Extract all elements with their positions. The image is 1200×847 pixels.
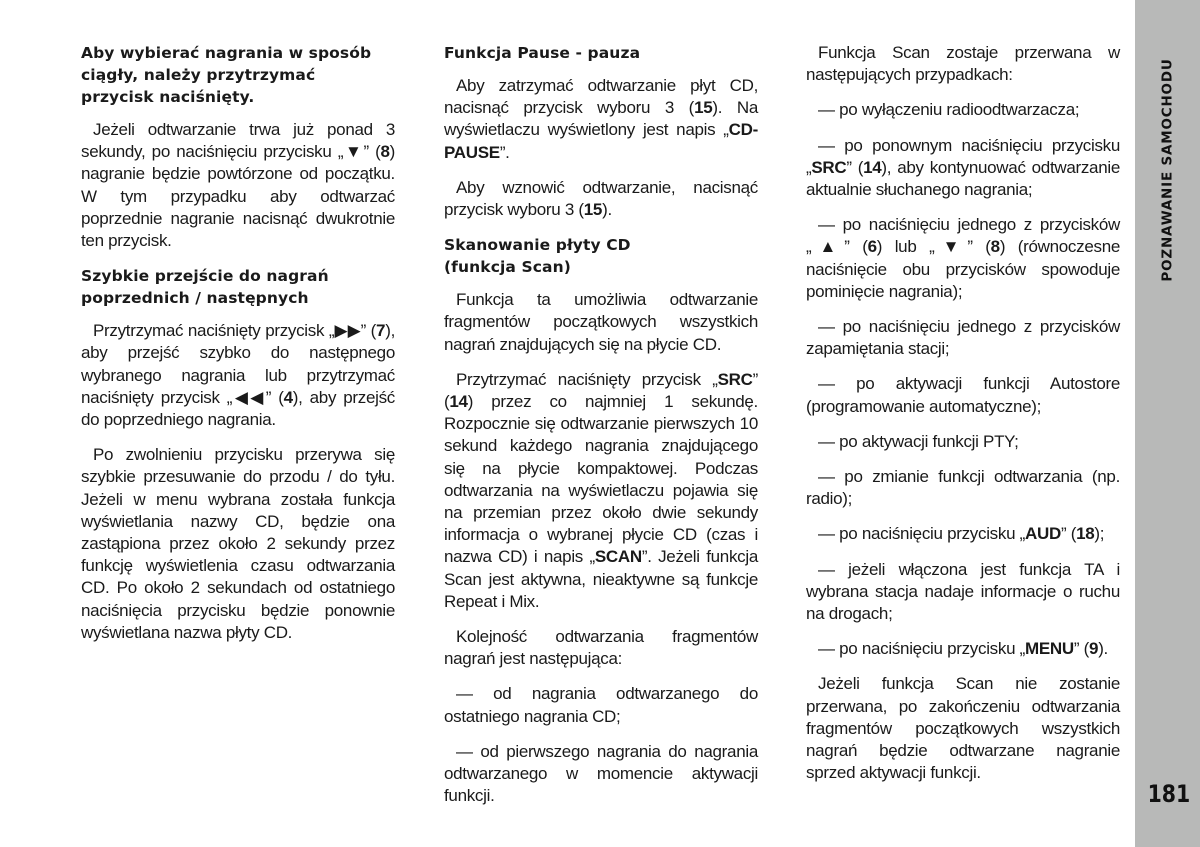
text-run: Funkcja ta umożliwia odtwarzanie fragmentów początkowych wszystkich nagrań znajdujących się na płycie CD. xyxy=(444,290,758,354)
paragraph xyxy=(806,523,1120,545)
paragraph xyxy=(81,444,395,644)
text-run: — po ponownym naciśnięciu przycisku „ xyxy=(806,135,1120,177)
paragraph xyxy=(444,75,758,164)
paragraph xyxy=(444,741,758,808)
text-run: ); xyxy=(1094,524,1105,544)
text-run: Aby zatrzymać odtwarzanie płyt CD, nacisnąć przycisk wyboru 3 ( xyxy=(444,76,758,118)
paragraph xyxy=(806,466,1120,510)
text-run: — po aktywacji funkcji PTY; xyxy=(818,431,1019,451)
text-run: — po naciśnięciu przycisku „ xyxy=(818,639,1026,659)
text-run: ) (równoczesne naciśnięcie obu przycisków spowoduje pominięcie nagrania); xyxy=(806,237,1121,301)
text-run: — po naciśnięciu jednego z przycisków zapamiętania stacji; xyxy=(806,317,1120,359)
bold-reference: 6 xyxy=(867,237,877,257)
paragraph xyxy=(806,373,1120,417)
paragraph xyxy=(81,320,395,431)
text-run: ). xyxy=(602,200,612,220)
text-run: Jeżeli odtwarzanie trwa już ponad 3 sekundy, po naciśnięciu przycisku „▼” ( xyxy=(81,120,395,162)
section-tab xyxy=(1156,20,1180,320)
paragraph xyxy=(806,316,1120,360)
text-run: — po naciśnięciu jednego z przycisków „▲” ( xyxy=(806,215,1120,257)
text-run: ), aby przejść do poprzedniego nagrania. xyxy=(81,387,396,430)
paragraph xyxy=(806,135,1120,202)
text-run: ”. xyxy=(499,142,510,162)
text-run: Jeżeli funkcja Scan nie zostanie przerwana, po zakończeniu odtwarzania fragmentów początkowych wszystkich nagrań będzie odtwarzane nagranie sprzed aktywacji funkcji. xyxy=(806,674,1120,783)
text-run: Funkcja Scan zostaje przerwana w następujących przypadkach: xyxy=(806,43,1120,85)
paragraph xyxy=(806,673,1120,784)
bold-reference: 7 xyxy=(376,321,386,341)
text-run: ), aby przejść szybko do następnego wybranego nagrania lub przytrzymać naciśnięty przycisk „◀◀” ( xyxy=(81,321,395,407)
paragraph xyxy=(444,369,758,613)
paragraph xyxy=(444,683,758,727)
section-heading: Aby wybierać nagrania w sposób ciągły, należy przytrzymać przycisk naciśnięty. xyxy=(81,44,372,106)
bold-reference: 9 xyxy=(1089,639,1099,659)
bold-reference: 15 xyxy=(694,98,713,118)
paragraph xyxy=(81,119,395,252)
text-run: Przytrzymać naciśnięty przycisk „ xyxy=(456,369,718,389)
paragraph xyxy=(806,559,1120,626)
text-run: ”. Jeżeli funkcja Scan jest aktywna, nieaktywne są funkcje Repeat i Mix. xyxy=(444,547,758,611)
paragraph xyxy=(444,177,758,221)
section-heading: Funkcja Pause - pauza xyxy=(444,44,641,62)
text-run: ” ( xyxy=(846,157,864,177)
text-run: ) nagranie będzie powtórzone od początku. W tym przypadku aby odtwarzać poprzednie nagranie nacisnąć dwukrotnie ten przycisk. xyxy=(81,142,395,251)
bold-reference: MENU xyxy=(1025,639,1074,659)
text-run: Przytrzymać naciśnięty przycisk „▶▶” ( xyxy=(93,321,377,341)
paragraph xyxy=(806,99,1120,121)
bold-reference: 18 xyxy=(1076,524,1095,544)
column-1 xyxy=(81,42,395,657)
text-run: ), aby kontynuować odtwarzanie aktualnie słuchanego nagrania; xyxy=(806,157,1121,200)
section-title: POZNAWANIE SAMOCHODU xyxy=(1160,58,1176,282)
text-run: — po wyłączeniu radioodtwarzacza; xyxy=(818,100,1080,120)
column-2 xyxy=(444,42,758,820)
text-run: ” ( xyxy=(1060,524,1077,544)
text-run: ) przez co najmniej 1 sekundę. Rozpocznie się odtwarzanie pierwszych 10 sekund każdego nagrania znajdującego się na płycie kompaktowej. Podczas odtwarzania na wyświetlaczu pojawia się na przemian przez około dwie sekundy informacja o wybranej płycie CD (czas i nazwa CD) i napis „ xyxy=(444,392,758,567)
bold-reference: 8 xyxy=(990,237,1000,257)
text-run: Kolejność odtwarzania fragmentów nagrań jest następująca: xyxy=(444,627,758,669)
text-run: — jeżeli włączona jest funkcja TA i wybrana stacja nadaje informacje o ruchu na drogach; xyxy=(806,559,1120,624)
section-heading: Szybkie przejście do nagrań poprzednich / następnych xyxy=(81,267,329,308)
text-run: ) lub „▼” ( xyxy=(876,237,991,257)
paragraph xyxy=(444,626,758,670)
text-run: — od pierwszego nagrania do nagrania odtwarzanego w momencie aktywacji funkcji. xyxy=(444,741,758,806)
text-run: Aby wznowić odtwarzanie, nacisnąć przycisk wyboru 3 ( xyxy=(444,177,758,220)
text-run: ). Na wyświetlaczu wyświetlony jest napis „ xyxy=(444,98,759,140)
text-run: — po aktywacji funkcji Autostore (programowanie automatyczne); xyxy=(806,374,1120,416)
paragraph xyxy=(806,42,1120,86)
bold-reference: SRC xyxy=(717,369,753,389)
bold-reference: 14 xyxy=(863,157,882,177)
column-3 xyxy=(806,42,1120,797)
paragraph xyxy=(444,289,758,356)
paragraph xyxy=(806,638,1120,660)
text-run: — po zmianie funkcji odtwarzania (np. radio); xyxy=(806,467,1120,509)
text-run: ” ( xyxy=(1073,639,1090,659)
page-number: 181 xyxy=(1147,780,1191,808)
text-run: — po naciśnięciu przycisku „ xyxy=(818,524,1026,544)
bold-reference: 14 xyxy=(449,392,468,412)
paragraph xyxy=(806,214,1120,303)
bold-reference: SRC xyxy=(811,157,847,177)
bold-reference: CD-PAUSE xyxy=(444,120,758,162)
bold-reference: 15 xyxy=(583,200,603,220)
section-heading: Skanowanie płyty CD (funkcja Scan) xyxy=(444,236,631,277)
bold-reference: AUD xyxy=(1025,524,1061,544)
text-run: ” ( xyxy=(444,369,758,412)
paragraph xyxy=(806,431,1120,453)
text-run: Po zwolnieniu przycisku przerywa się szybkie przesuwanie do przodu / do tyłu. Jeżeli w menu wybrana została funkcja wyświetlania nazwy CD, będzie ona zastąpiona przez około 2 sekundy przez funkcję wyświetlenia czasu odtwarzania CD. Po około 2 sekundach od ostatniego naciśnięcia przycisku będzie ponownie wyświetlana nazwa płyty CD. xyxy=(81,445,395,642)
bold-reference: 4 xyxy=(283,387,293,407)
text-run: — od nagrania odtwarzanego do ostatniego nagrania CD; xyxy=(444,684,758,726)
bold-reference: 8 xyxy=(380,142,390,162)
text-run: ). xyxy=(1098,639,1108,659)
bold-reference: SCAN xyxy=(594,547,642,567)
